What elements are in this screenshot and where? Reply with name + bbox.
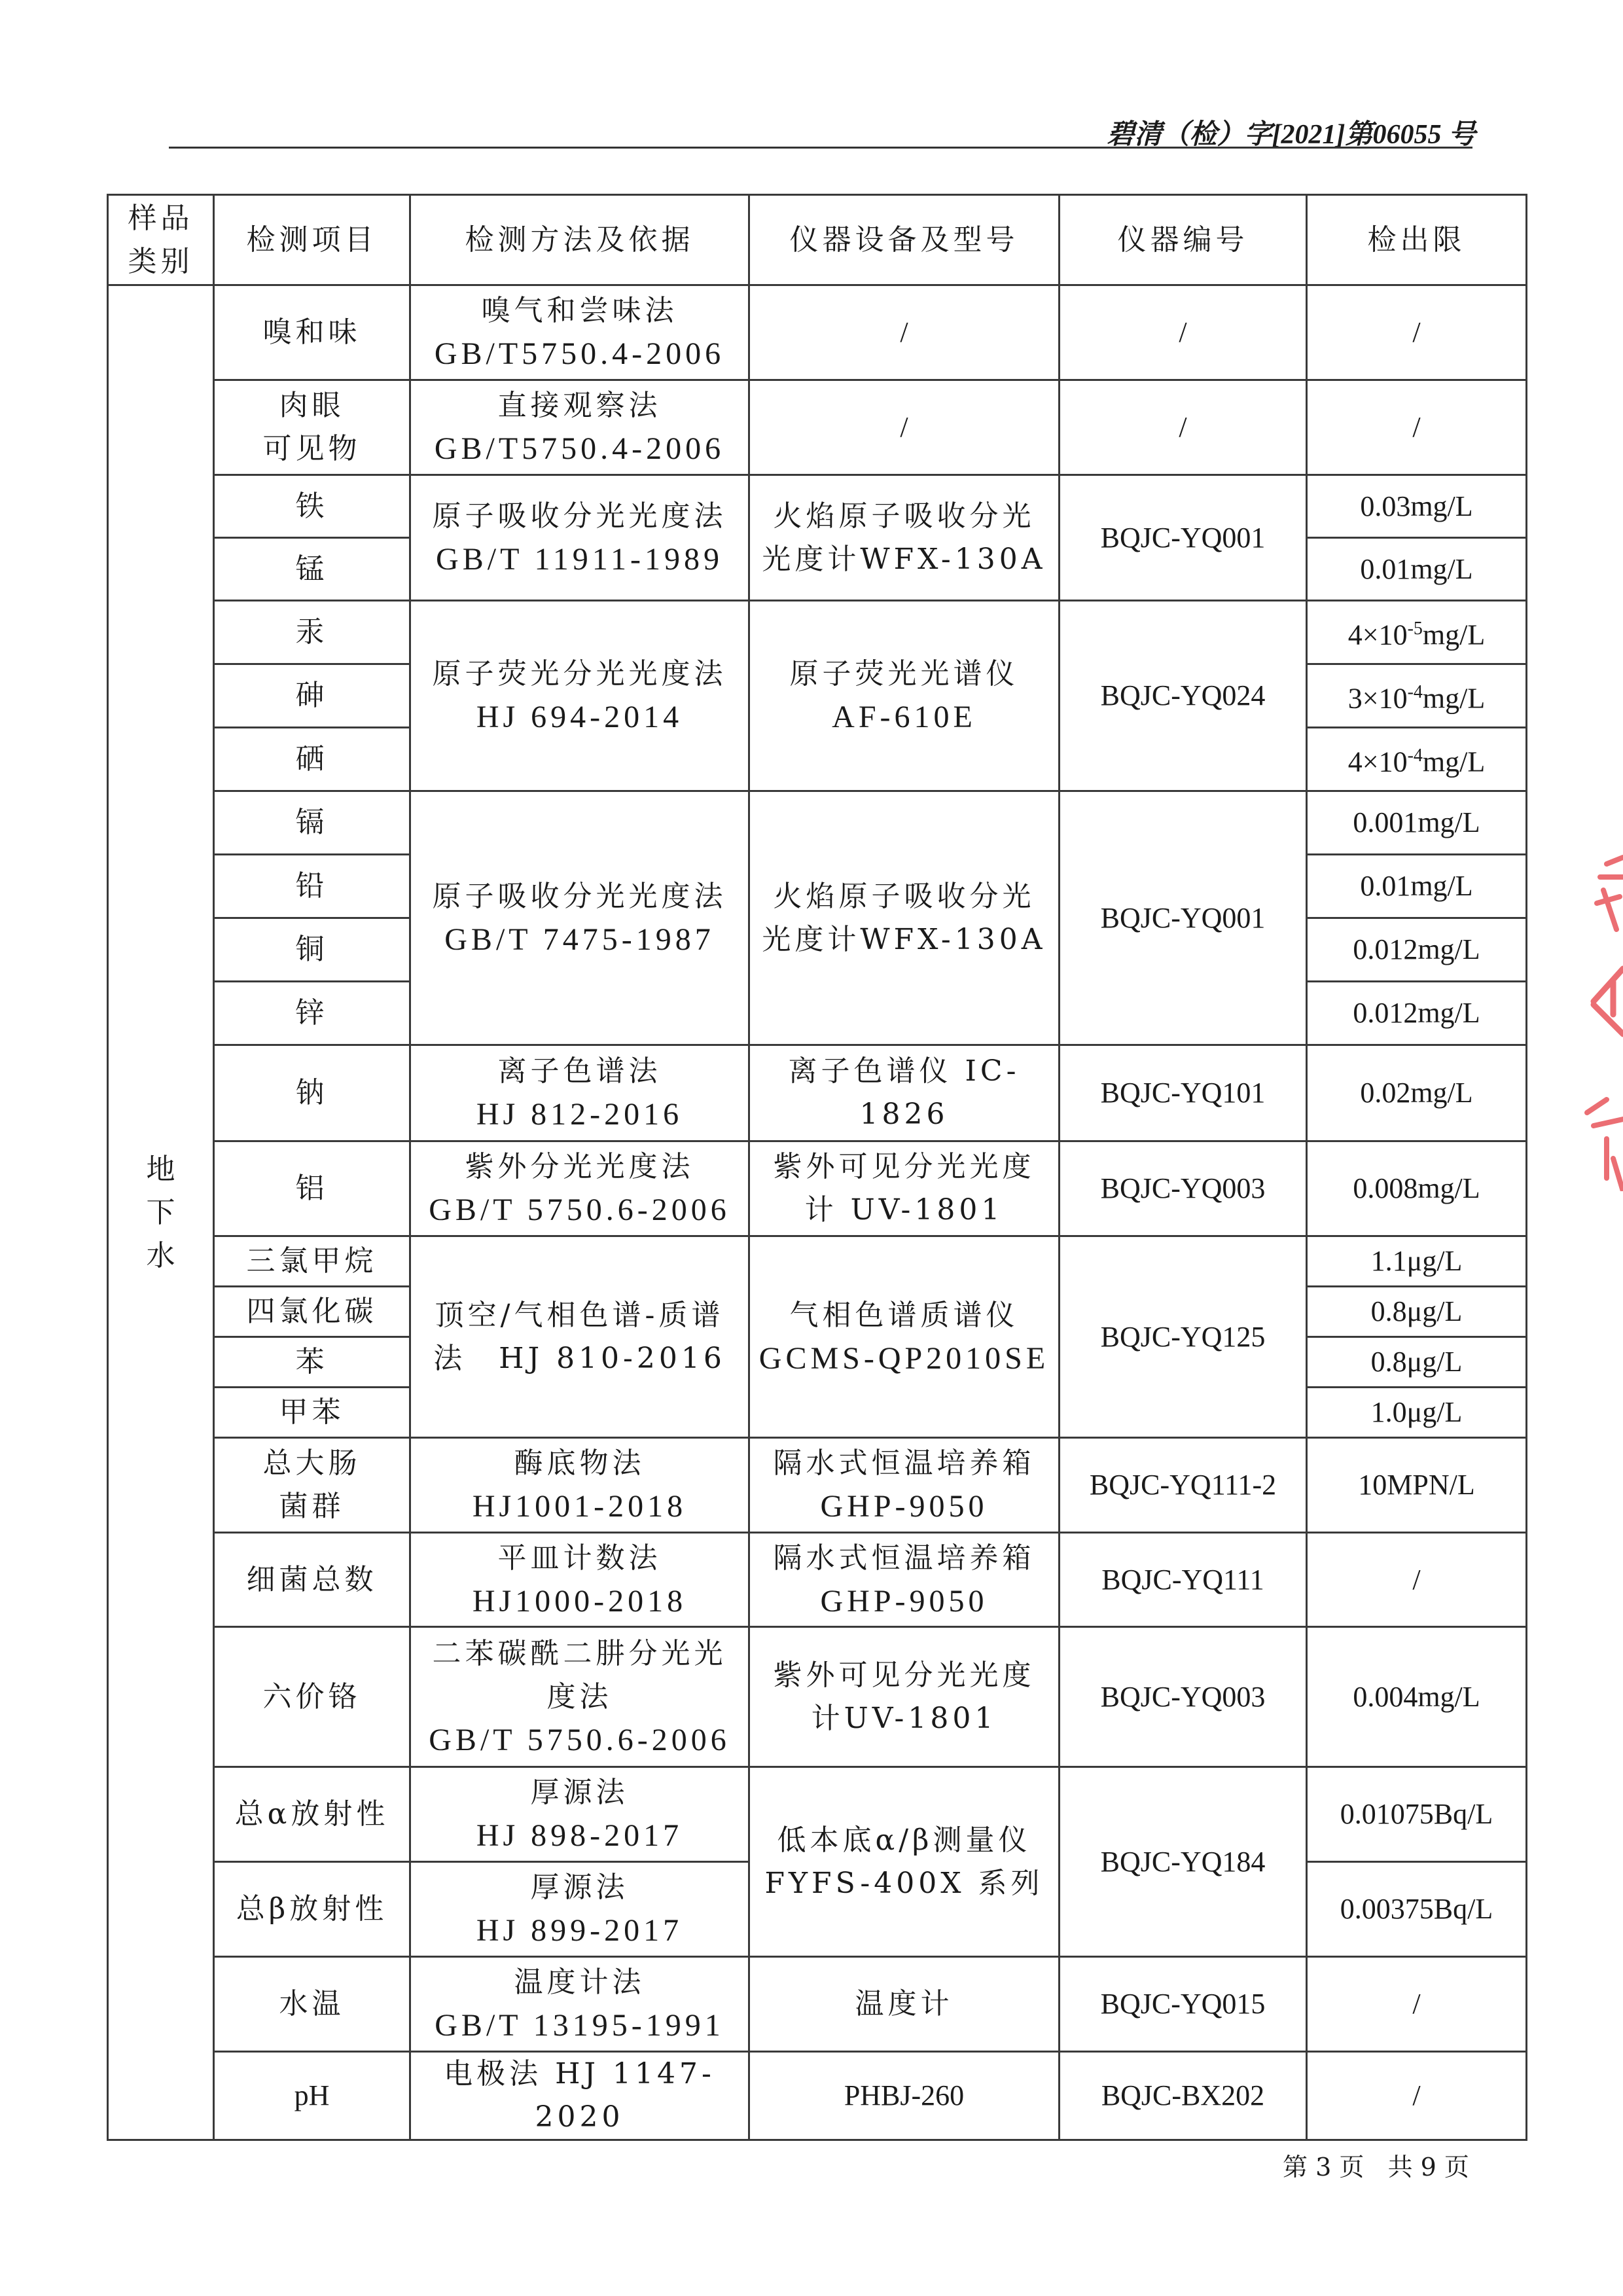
table-row (108, 285, 1527, 380)
item-na: 钠 (214, 1045, 410, 1141)
limit-hg: $4\times 10^{-5}mg/L$ (1307, 601, 1527, 664)
method-odor: 嗅气和尝味法 GB/T5750.4-2006 (410, 285, 749, 380)
limit-as: $3\times 10^{-4}mg/L$ (1307, 664, 1527, 728)
limit-visible: / (1307, 380, 1527, 475)
limit-coliform: 10MPN/L (1307, 1438, 1527, 1533)
item-visible: 肉眼 可见物 (214, 380, 410, 475)
item-chcl3: 三氯甲烷 (214, 1236, 410, 1287)
item-toluene: 甲苯 (214, 1388, 410, 1438)
method-alpha: 厚源法 HJ 898-2017 (410, 1767, 749, 1862)
instrument-visible: / (1060, 380, 1307, 475)
limit-benzene: 0.8μg/L (1307, 1337, 1527, 1388)
equipment-thermo: 温度计 (749, 1957, 1060, 2052)
header-divider (169, 147, 1472, 149)
page-number: 第 3 页 (1283, 2153, 1364, 2181)
table-row (108, 601, 1527, 664)
limit-fe: 0.03mg/L (1307, 475, 1527, 538)
limit-ccl4: 0.8μg/L (1307, 1287, 1527, 1337)
limit-bacteria: / (1307, 1533, 1527, 1627)
limit-na: 0.02mg/L (1307, 1045, 1527, 1141)
limit-beta: 0.00375Bq/L (1307, 1862, 1527, 1957)
equipment-incubator1: 隔水式恒温培养箱 GHP-9050 (749, 1438, 1060, 1533)
instrument-yq001b: BQJC-YQ001 (1060, 791, 1307, 1045)
limit-pb: 0.01mg/L (1307, 855, 1527, 918)
table-row (108, 1533, 1527, 1627)
instrument-yq111-2: BQJC-YQ111-2 (1060, 1438, 1307, 1533)
limit-toluene: 1.0μg/L (1307, 1388, 1527, 1438)
equipment-uv2: 紫外可见分光光度 计UV-1801 (749, 1627, 1060, 1767)
limit-cu: 0.012mg/L (1307, 918, 1527, 982)
method-temp: 温度计法 GB/T 13195-1991 (410, 1957, 749, 2052)
instrument-yq001a: BQJC-YQ001 (1060, 475, 1307, 601)
method-afs: 原子荧光分光光度法 HJ 694-2014 (410, 601, 749, 791)
table-row (108, 1438, 1527, 1533)
limit-cr6: 0.004mg/L (1307, 1627, 1527, 1767)
report-number: 碧清（检）字[2021]第06055 号 (1107, 120, 1476, 150)
header-limit: 检出限 (1307, 195, 1527, 285)
method-gcms: 顶空/气相色谱-质谱 法 HJ 810-2016 (410, 1236, 749, 1438)
limit-alpha: 0.01075Bq/L (1307, 1767, 1527, 1862)
limit-zn: 0.012mg/L (1307, 982, 1527, 1045)
item-temp: 水温 (214, 1957, 410, 2052)
instrument-yq101: BQJC-YQ101 (1060, 1045, 1307, 1141)
page-total: 共 9 页 (1387, 2153, 1469, 2181)
limit-cd: 0.001mg/L (1307, 791, 1527, 855)
table-header-row (108, 195, 1527, 285)
limit-se: $4\times 10^{-4}mg/L$ (1307, 728, 1527, 791)
instrument-yq015: BQJC-YQ015 (1060, 1957, 1307, 2052)
item-ph: pH (214, 2052, 410, 2140)
equipment-afs: 原子荧光光谱仪 AF-610E (749, 601, 1060, 791)
limit-chcl3: 1.1μg/L (1307, 1236, 1527, 1287)
method-ic: 离子色谱法 HJ 812-2016 (410, 1045, 749, 1141)
header-method: 检测方法及依据 (410, 195, 749, 285)
limit-temp: / (1307, 1957, 1527, 2052)
equipment-gcms: 气相色谱质谱仪 GCMS-QP2010SE (749, 1236, 1060, 1438)
instrument-yq003b: BQJC-YQ003 (1060, 1627, 1307, 1767)
instrument-yq003a: BQJC-YQ003 (1060, 1141, 1307, 1236)
method-dpc: 二苯碳酰二肼分光光 度法 GB/T 5750.6-2006 (410, 1627, 749, 1767)
item-al: 铝 (214, 1141, 410, 1236)
header-equipment: 仪器设备及型号 (749, 195, 1060, 285)
test-method-table (107, 194, 1527, 2141)
method-beta: 厚源法 HJ 899-2017 (410, 1862, 749, 1957)
header-instrument-no: 仪器编号 (1060, 195, 1307, 285)
method-aas1: 原子吸收分光光度法 GB/T 11911-1989 (410, 475, 749, 601)
equipment-aas2: 火焰原子吸收分光 光度计WFX-130A (749, 791, 1060, 1045)
item-as: 砷 (214, 664, 410, 728)
table-row (108, 475, 1527, 538)
header-category: 样品 类别 (108, 195, 214, 285)
item-cr6: 六价铬 (214, 1627, 410, 1767)
instrument-yq111: BQJC-YQ111 (1060, 1533, 1307, 1627)
instrument-yq184: BQJC-YQ184 (1060, 1767, 1307, 1957)
item-pb: 铅 (214, 855, 410, 918)
instrument-yq125: BQJC-YQ125 (1060, 1236, 1307, 1438)
method-uv: 紫外分光光度法 GB/T 5750.6-2006 (410, 1141, 749, 1236)
table-row (108, 1627, 1527, 1767)
limit-mn: 0.01mg/L (1307, 538, 1527, 601)
method-aas2: 原子吸收分光光度法 GB/T 7475-1987 (410, 791, 749, 1045)
method-plate: 平皿计数法 HJ1000-2018 (410, 1533, 749, 1627)
item-coliform: 总大肠 菌群 (214, 1438, 410, 1533)
instrument-odor: / (1060, 285, 1307, 380)
equipment-ic: 离子色谱仪 IC-1826 (749, 1045, 1060, 1141)
item-beta: 总β放射性 (214, 1862, 410, 1957)
item-ccl4: 四氯化碳 (214, 1287, 410, 1337)
instrument-bx202: BQJC-BX202 (1060, 2052, 1307, 2140)
item-cu: 铜 (214, 918, 410, 982)
equipment-ph: PHBJ-260 (749, 2052, 1060, 2140)
limit-ph: / (1307, 2052, 1527, 2140)
table-row (108, 1141, 1527, 1236)
item-bacteria: 细菌总数 (214, 1533, 410, 1627)
equipment-uv: 紫外可见分光光度 计 UV-1801 (749, 1141, 1060, 1236)
item-alpha: 总α放射性 (214, 1767, 410, 1862)
table-row (108, 791, 1527, 855)
table-row (108, 380, 1527, 475)
equipment-incubator2: 隔水式恒温培养箱 GHP-9050 (749, 1533, 1060, 1627)
method-visible: 直接观察法 GB/T5750.4-2006 (410, 380, 749, 475)
red-seal-stamp (1567, 851, 1623, 1191)
limit-al: 0.008mg/L (1307, 1141, 1527, 1236)
method-ph: 电极法 HJ 1147-2020 (410, 2052, 749, 2140)
item-fe: 铁 (214, 475, 410, 538)
item-cd: 镉 (214, 791, 410, 855)
method-enzyme: 酶底物法 HJ1001-2018 (410, 1438, 749, 1533)
sample-category: 地 下 水 (108, 285, 214, 2140)
page-footer (1283, 2147, 1469, 2183)
item-zn: 锌 (214, 982, 410, 1045)
equipment-visible: / (749, 380, 1060, 475)
item-hg: 汞 (214, 601, 410, 664)
table-row (108, 1767, 1527, 1862)
equipment-lowbg: 低本底α/β测量仪 FYFS-400X 系列 (749, 1767, 1060, 1957)
item-odor: 嗅和味 (214, 285, 410, 380)
table-row (108, 1045, 1527, 1141)
limit-odor: / (1307, 285, 1527, 380)
table-row (108, 1236, 1527, 1287)
instrument-yq024: BQJC-YQ024 (1060, 601, 1307, 791)
equipment-aas1: 火焰原子吸收分光 光度计WFX-130A (749, 475, 1060, 601)
equipment-odor: / (749, 285, 1060, 380)
table-row (108, 2052, 1527, 2140)
item-se: 硒 (214, 728, 410, 791)
item-mn: 锰 (214, 538, 410, 601)
item-benzene: 苯 (214, 1337, 410, 1388)
header-item: 检测项目 (214, 195, 410, 285)
table-row (108, 1957, 1527, 2052)
